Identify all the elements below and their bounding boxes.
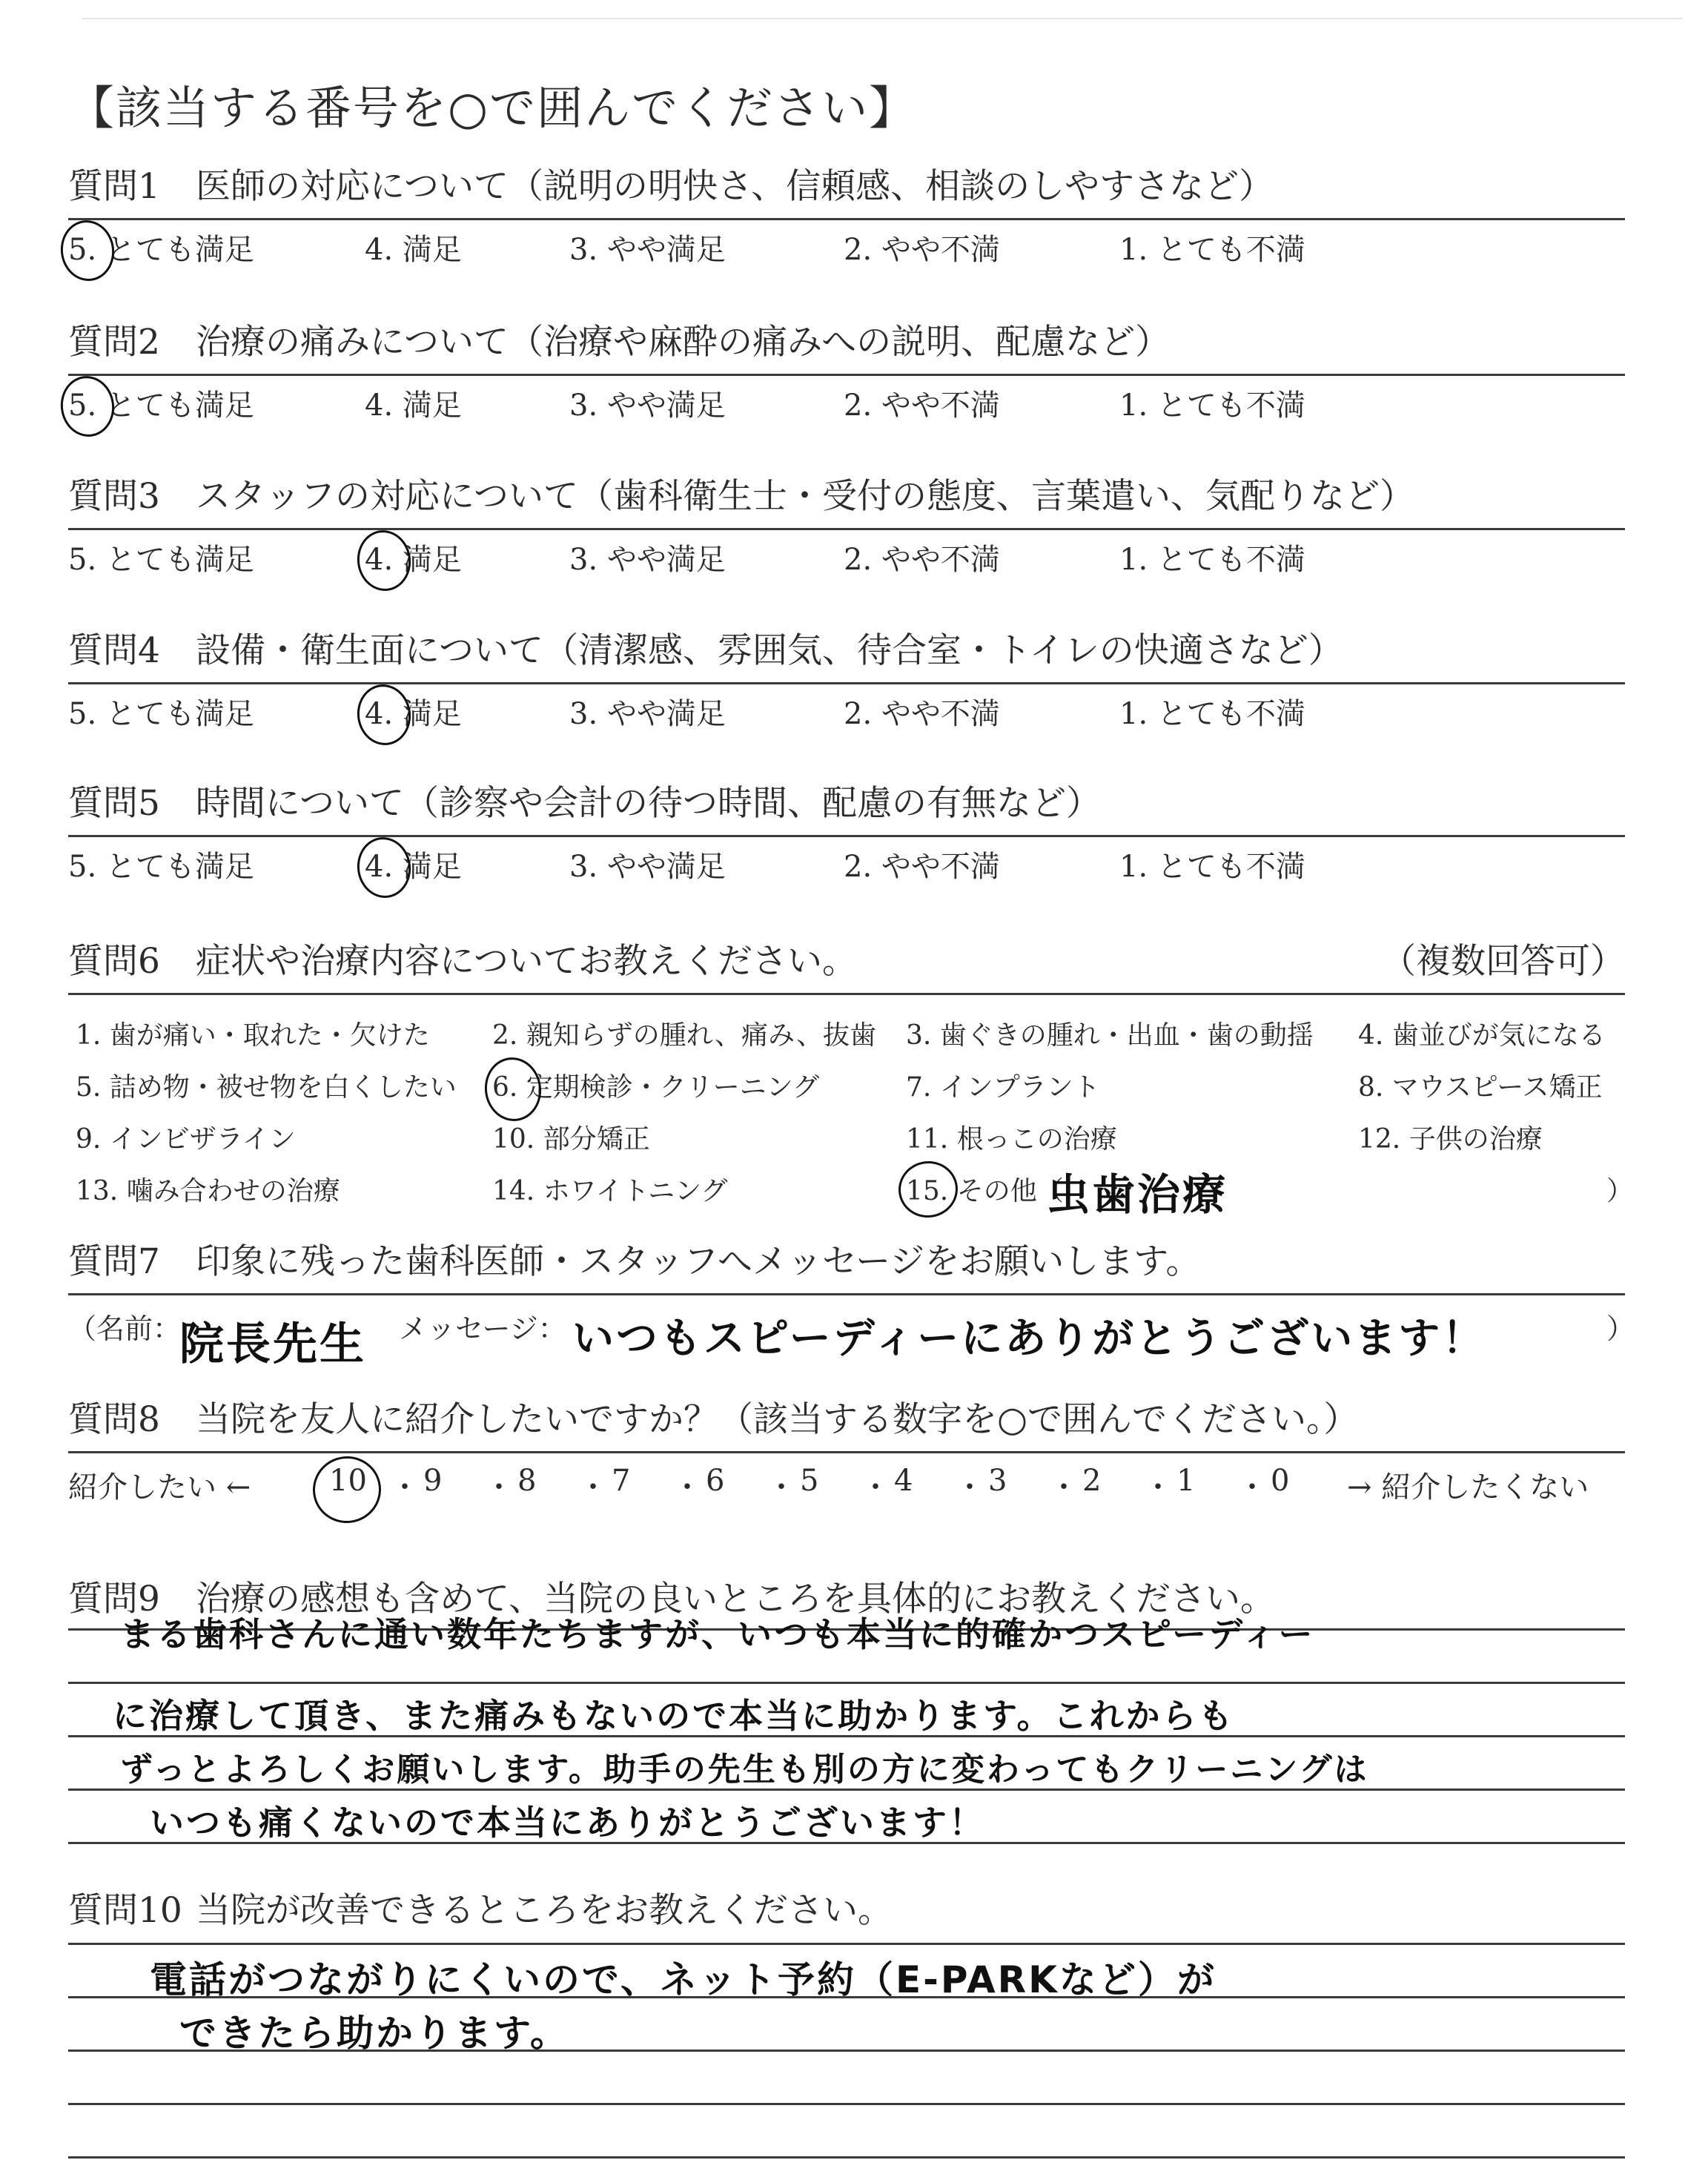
- q9-answer-line-3: ずっとよろしくお願いします。助手の先生も別の方に変わってもクリーニングは: [120, 1751, 1369, 1789]
- q6-other-handwritten: 虫歯治療: [1047, 1169, 1228, 1220]
- scale-value-5[interactable]: 5: [800, 1464, 819, 1498]
- rating-option-3[interactable]: 3. やや満足: [569, 850, 726, 884]
- question-2-text: 治療の痛みについて（治療や麻酔の痛みへの説明、配慮など）: [196, 322, 1171, 363]
- question-5-options: [68, 837, 1625, 885]
- question-4: [68, 627, 1625, 732]
- rating-option-2[interactable]: 2. やや不満: [844, 697, 1000, 731]
- answer-line: [68, 2103, 1625, 2105]
- question-1-text: 医師の対応について（説明の明快さ、信頼感、相談のしやすさなど）: [196, 166, 1274, 207]
- q6-option-8[interactable]: 8. マウスピース矯正: [1358, 1072, 1603, 1103]
- rating-option-5[interactable]: 5. とても満足: [68, 697, 254, 731]
- question-6-rule: [68, 993, 1625, 995]
- question-5-text: 時間について（診察や会計の待つ時間、配慮の有無など）: [196, 783, 1102, 824]
- scale-value-2[interactable]: 2: [1082, 1464, 1102, 1498]
- question-3-number: 質問3: [68, 476, 160, 517]
- question-9-number: 質問9: [68, 1579, 160, 1619]
- question-2-options: [68, 376, 1625, 423]
- q6-option-15[interactable]: 15. その他（: [906, 1176, 1064, 1206]
- scale-separator: ・: [1237, 1470, 1267, 1505]
- question-6-options: [68, 998, 1634, 1220]
- rating-option-3[interactable]: 3. やや満足: [569, 233, 726, 267]
- rating-option-1[interactable]: 1. とても不満: [1119, 850, 1305, 884]
- q10-answer-line-1: 電話がつながりにくいので、ネット予約（E-PARKなど）が: [150, 1958, 1217, 2001]
- rating-option-4[interactable]: 4. 満足: [365, 850, 462, 884]
- question-8-text: 当院を友人に紹介したいですか？（該当する数字を○で囲んでください。）: [196, 1399, 1359, 1440]
- scale-value-4[interactable]: 4: [894, 1464, 913, 1498]
- question-10: [68, 1887, 1625, 1935]
- q6-option-12[interactable]: 12. 子供の治療: [1358, 1124, 1543, 1155]
- q6-option-6[interactable]: 6. 定期検診・クリーニング: [492, 1072, 820, 1103]
- q6-option-7[interactable]: 7. インプラント: [906, 1072, 1100, 1103]
- rating-option-1[interactable]: 1. とても不満: [1119, 697, 1305, 731]
- question-4-options: [68, 684, 1625, 732]
- answer-line: [68, 1943, 1625, 1945]
- question-6: [68, 938, 1634, 1220]
- rating-option-5[interactable]: 5. とても満足: [68, 543, 254, 577]
- q6-option-5[interactable]: 5. 詰め物・被せ物を白くしたい: [76, 1072, 457, 1103]
- q6-option-2[interactable]: 2. 親知らずの腫れ、痛み、抜歯: [492, 1020, 877, 1051]
- question-2: [68, 319, 1625, 423]
- question-8: [68, 1396, 1625, 1513]
- rating-option-4[interactable]: 4. 満足: [365, 389, 462, 423]
- q9-answer-line-2: に治療して頂き、また痛みもないので本当に助かります。これからも: [113, 1696, 1235, 1736]
- recommend-scale: [68, 1453, 1625, 1513]
- rating-option-2[interactable]: 2. やや不満: [844, 233, 1000, 267]
- q6-other-close-paren: ）: [1606, 1176, 1634, 1206]
- rating-option-2[interactable]: 2. やや不満: [844, 850, 1000, 884]
- rating-option-5[interactable]: 5. とても満足: [68, 850, 254, 884]
- question-3: [68, 473, 1625, 578]
- rating-option-1[interactable]: 1. とても不満: [1119, 233, 1305, 267]
- scale-value-0[interactable]: 0: [1271, 1464, 1290, 1498]
- answer-line: [68, 1682, 1625, 1684]
- scale-separator: ・: [390, 1470, 420, 1505]
- scale-left-label: 紹介したい ←: [68, 1470, 251, 1505]
- scale-value-6[interactable]: 6: [706, 1464, 725, 1498]
- rating-option-1[interactable]: 1. とても不満: [1119, 543, 1305, 577]
- top-border: [82, 18, 1683, 19]
- rating-option-5[interactable]: 5. とても満足: [68, 389, 254, 423]
- question-6-number: 質問6: [68, 941, 160, 982]
- rating-option-4[interactable]: 4. 満足: [365, 697, 462, 731]
- rating-option-3[interactable]: 3. やや満足: [569, 389, 726, 423]
- question-7: [68, 1238, 1635, 1370]
- instructions-header: 【該当する番号を○で囲んでください】: [68, 81, 917, 135]
- question-8-number: 質問8: [68, 1399, 160, 1440]
- scale-value-1[interactable]: 1: [1176, 1464, 1196, 1498]
- q6-option-11[interactable]: 11. 根っこの治療: [906, 1124, 1117, 1155]
- scale-separator: ・: [767, 1470, 796, 1505]
- question-3-text: スタッフの対応について（歯科衛生士・受付の態度、言葉遣い、気配りなど）: [196, 476, 1415, 517]
- scale-separator: ・: [861, 1470, 890, 1505]
- rating-option-5[interactable]: 5. とても満足: [68, 233, 254, 267]
- q9-answer-line-4: いつも痛くないので本当にありがとうございます！: [150, 1803, 985, 1843]
- name-label: （名前：: [68, 1312, 182, 1345]
- message-close-paren: ）: [1606, 1312, 1635, 1345]
- scale-value-7[interactable]: 7: [612, 1464, 631, 1498]
- rating-option-4[interactable]: 4. 満足: [365, 233, 462, 267]
- rating-option-3[interactable]: 3. やや満足: [569, 697, 726, 731]
- question-5-number: 質問5: [68, 783, 160, 824]
- scale-value-10[interactable]: 10: [329, 1464, 367, 1498]
- question-10-number: 質問10: [68, 1890, 182, 1931]
- q10-answer-line-2: できたら助かります。: [179, 2012, 569, 2055]
- q6-option-3[interactable]: 3. 歯ぐきの腫れ・出血・歯の動揺: [906, 1020, 1314, 1051]
- q6-option-4[interactable]: 4. 歯並びが気になる: [1358, 1020, 1606, 1051]
- question-7-number: 質問7: [68, 1241, 160, 1282]
- q6-option-10[interactable]: 10. 部分矯正: [492, 1124, 650, 1155]
- rating-option-2[interactable]: 2. やや不満: [844, 543, 1000, 577]
- rating-option-2[interactable]: 2. やや不満: [844, 389, 1000, 423]
- q9-answer-line-1: まる歯科さんに通い数年たちますが、いつも本当に的確かつスピーディー: [120, 1614, 1315, 1654]
- question-1: [68, 163, 1625, 268]
- scale-separator: ・: [1143, 1470, 1173, 1505]
- question-3-options: [68, 530, 1625, 578]
- question-9-text: 治療の感想も含めて、当院の良いところを具体的にお教えください。: [196, 1579, 1276, 1619]
- question-7-message-row: [68, 1295, 1635, 1370]
- question-6-note: （複数回答可）: [1381, 941, 1625, 982]
- message-value-handwritten: いつもスピーディーにありがとうございます！: [572, 1315, 1486, 1363]
- scale-separator: ・: [1049, 1470, 1079, 1505]
- rating-option-1[interactable]: 1. とても不満: [1119, 389, 1305, 423]
- question-4-number: 質問4: [68, 630, 160, 671]
- scale-value-8[interactable]: 8: [517, 1464, 537, 1498]
- question-10-text: 当院が改善できるところをお教えください。: [196, 1890, 893, 1931]
- answer-line: [68, 2156, 1625, 2159]
- q6-option-13[interactable]: 13. 噛み合わせの治療: [76, 1176, 340, 1206]
- scale-separator: ・: [578, 1470, 608, 1505]
- scale-value-9[interactable]: 9: [423, 1464, 443, 1498]
- question-1-number: 質問1: [68, 166, 160, 207]
- rating-option-3[interactable]: 3. やや満足: [569, 543, 726, 577]
- scale-right-label: → 紹介したくない: [1347, 1470, 1589, 1505]
- question-2-number: 質問2: [68, 322, 160, 363]
- q6-option-9[interactable]: 9. インビザライン: [76, 1124, 296, 1155]
- question-6-text: 症状や治療内容についてお教えください。: [196, 941, 858, 982]
- name-value-handwritten: 院長先生: [179, 1318, 366, 1370]
- question-7-text: 印象に残った歯科医師・スタッフへメッセージをお願いします。: [196, 1241, 1201, 1282]
- scale-separator: ・: [672, 1470, 702, 1505]
- message-label: メッセージ：: [399, 1312, 566, 1345]
- question-4-text: 設備・衛生面について（清潔感、雰囲気、待合室・トイレの快適さなど）: [196, 630, 1343, 671]
- scale-separator: ・: [484, 1470, 514, 1505]
- scale-value-3[interactable]: 3: [988, 1464, 1007, 1498]
- rating-option-4[interactable]: 4. 満足: [365, 543, 462, 577]
- q6-option-1[interactable]: 1. 歯が痛い・取れた・欠けた: [76, 1020, 430, 1051]
- question-5: [68, 780, 1625, 885]
- scale-separator: ・: [955, 1470, 984, 1505]
- q6-option-14[interactable]: 14. ホワイトニング: [492, 1176, 728, 1206]
- question-1-options: [68, 220, 1625, 268]
